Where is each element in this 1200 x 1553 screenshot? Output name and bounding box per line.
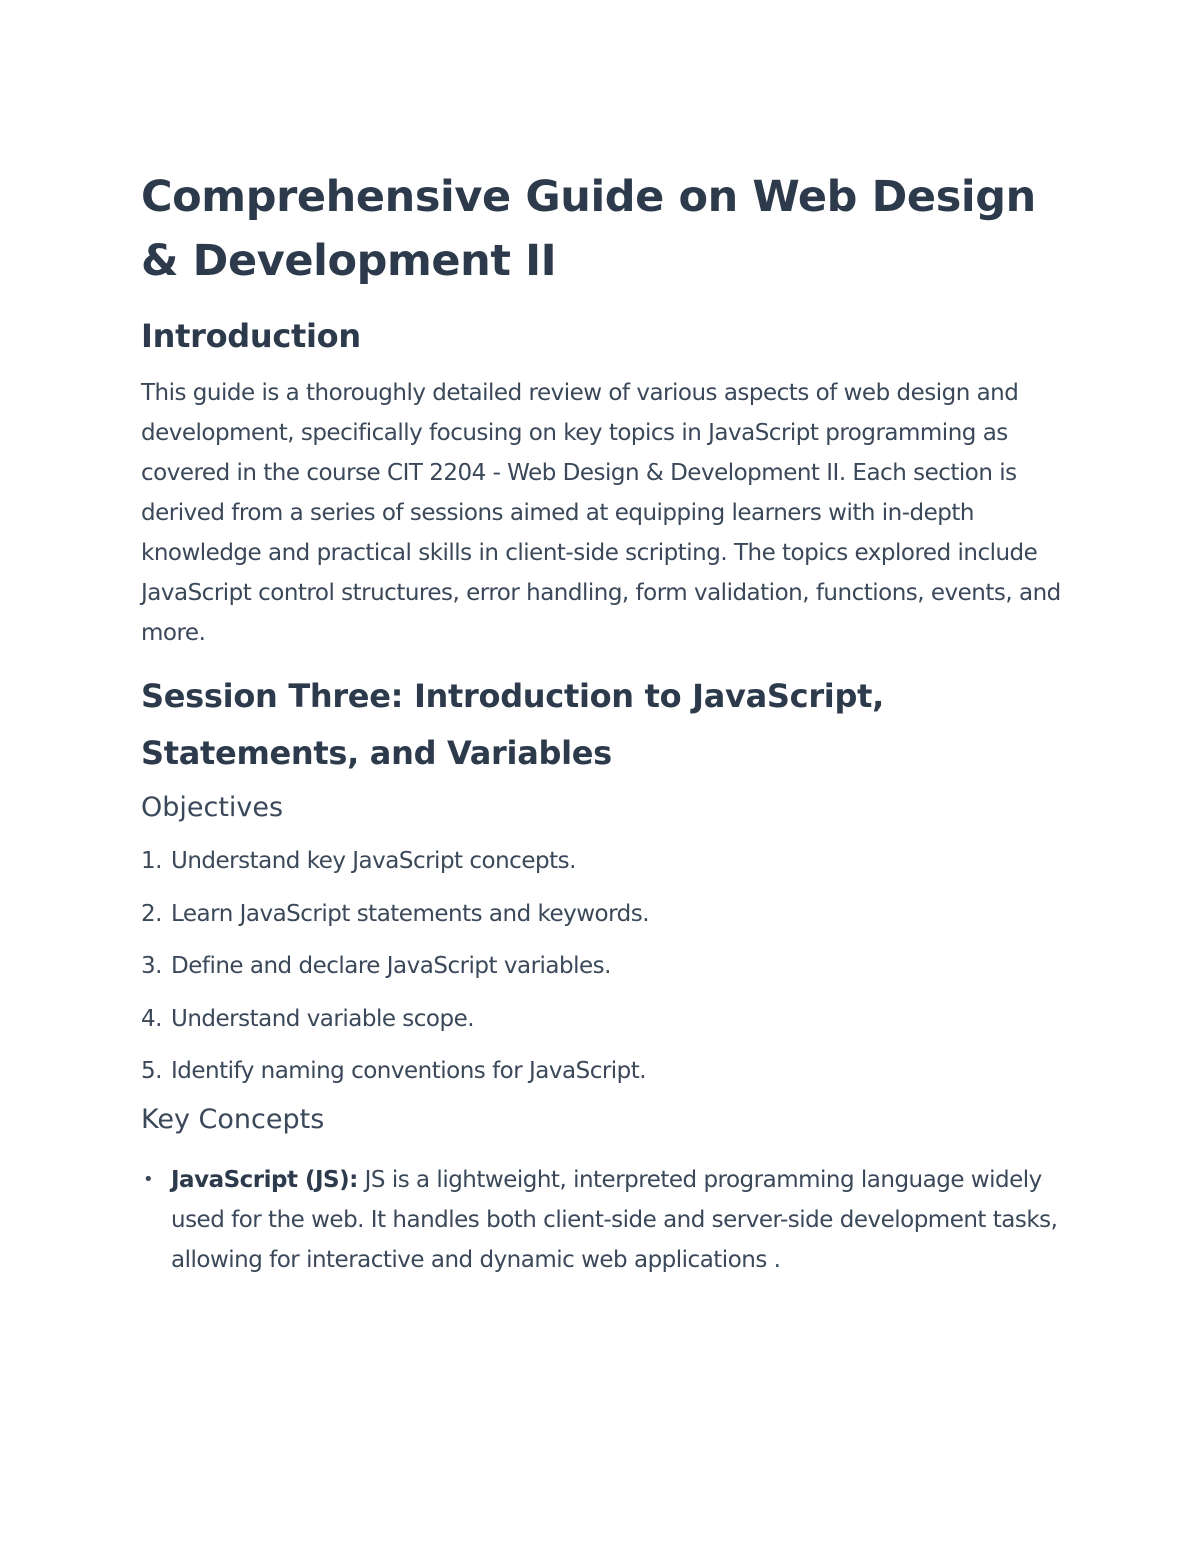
objective-item (141, 835, 1066, 888)
objective-number: 1. (141, 848, 162, 874)
objectives-heading: Objectives (141, 792, 284, 823)
objective-item (141, 888, 1066, 941)
key-concept-description: JS is a lightweight, interpreted programming language widely used for the web. It handles both client-side and server-side development tasks, allowing for interactive and dynamic web applications . (171, 1166, 1058, 1273)
objective-text: Understand variable scope. (171, 1005, 475, 1032)
objective-number: 5. (141, 1058, 162, 1084)
objective-number: 3. (141, 953, 162, 979)
key-concept-term: JavaScript (JS): (171, 1166, 358, 1193)
key-concepts-list (141, 1160, 1066, 1280)
objective-text: Understand key JavaScript concepts. (171, 848, 576, 874)
objective-item (141, 940, 1066, 993)
intro-heading: Introduction (141, 317, 361, 355)
key-concept-item (141, 1160, 1066, 1280)
bullet-icon: • (143, 1168, 154, 1190)
objective-number: 4. (141, 1005, 162, 1032)
objective-text: Identify naming conventions for JavaScript. (171, 1058, 647, 1084)
objective-item (141, 1045, 1066, 1098)
document-title: Comprehensive Guide on Web Design & Development II (141, 172, 1036, 286)
objectives-list (141, 835, 1066, 1098)
document-page (141, 165, 1066, 1280)
key-concepts-heading: Key Concepts (141, 1103, 325, 1135)
session-heading: Session Three: Introduction to JavaScript, Statements, and Variables (141, 677, 884, 772)
objective-item (141, 993, 1066, 1046)
objective-text: Learn JavaScript statements and keywords. (171, 900, 650, 927)
intro-paragraph: This guide is a thoroughly detailed review of various aspects of web design and development, specifically focusing on key topics in JavaScript programming as covered in the course CIT 2204 - Web Design & Development II. Each section is derived from a series of sessions aimed at equipping learners with in-depth knowledge and practical skills in client-side scripting. The topics explored include JavaScript control structures, error handling, form validation, functions, events, and more. (141, 380, 1061, 646)
objective-number: 2. (141, 900, 162, 927)
objective-text: Define and declare JavaScript variables. (171, 953, 611, 979)
